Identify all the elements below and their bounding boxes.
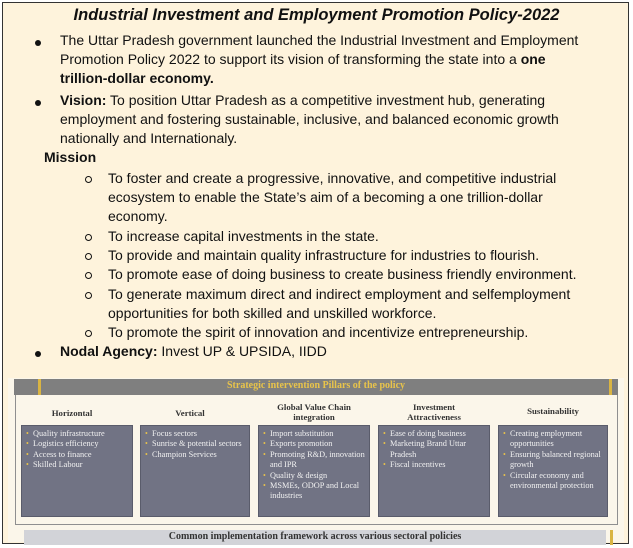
pillar-item: • Ensuring balanced regional growth	[503, 450, 604, 471]
mission-item-1-line-1: To foster and create a progressive, innovative, and competitive industrial	[108, 170, 557, 186]
implementation-framework-bar	[24, 530, 606, 545]
implementation-framework-text: Common implementation framework across various sectoral policies	[168, 531, 462, 542]
mission-bullet	[85, 234, 92, 241]
page-title: Industrial Investment and Employment Promotion Policy-2022	[73, 6, 560, 24]
pillar-box-investment	[378, 425, 490, 517]
column-heading-vertical: Vertical	[175, 408, 205, 418]
mission-item-1-line-2: ecosystem to enable the State’s aim of a becoming a one trillion-dollar	[108, 189, 543, 205]
mission-bullet	[85, 253, 92, 260]
pillar-item: • Import substitution	[263, 429, 366, 439]
pillar-item: • Access to finance	[26, 450, 129, 460]
pillar-item: • Logistics efficiency	[26, 439, 129, 449]
mission-bullet	[85, 272, 92, 279]
pillar-item: • Skilled Labour	[26, 460, 129, 470]
intro-line-2	[60, 50, 546, 69]
pillars-title: Strategic intervention Pillars of the policy	[226, 380, 406, 391]
frame-right-line	[617, 395, 618, 525]
nodal-label: Nodal Agency:	[60, 343, 158, 359]
vision-line-2: employment and fostering sustainable, inclusive, and balanced economic growth	[60, 111, 559, 127]
column-heading-horizontal: Horizontal	[51, 408, 93, 418]
bullet-dot	[35, 100, 41, 106]
pillar-box-sustainability	[498, 425, 608, 517]
column-heading-investment: Investment Attractiveness	[407, 402, 461, 422]
pillar-item: • Promoting R&D, innovation and IPR	[263, 450, 366, 471]
mission-heading: Mission	[44, 149, 97, 165]
intro-line-2-text: Promotion Policy 2022 to support its vision of transforming the state into a	[60, 51, 521, 67]
gold-marker	[609, 379, 612, 395]
intro-line-1: The Uttar Pradesh government launched the Industrial Investment and Employment	[60, 32, 579, 48]
pillar-box-vertical	[140, 425, 250, 517]
pillar-item: • Marketing Brand Uttar Pradesh	[383, 439, 486, 460]
mission-item-5-line-1: To generate maximum direct and indirect employment and selfemployment	[108, 286, 571, 302]
pillar-box-gvc	[258, 425, 370, 517]
pillar-item: • Quality infrastructure	[26, 429, 129, 439]
mission-item-3: To provide and maintain quality infrastructure for industries to flourish.	[108, 247, 540, 263]
pillar-item: • Quality & design	[263, 471, 366, 481]
frame-bottom-line	[15, 524, 618, 525]
intro-line-3: trillion-dollar economy.	[60, 70, 214, 86]
bullet-dot	[35, 40, 41, 46]
mission-item-5-line-2: opportunities for both skilled and unskilled workforce.	[108, 305, 437, 321]
mission-item-1-line-3: economy.	[108, 208, 168, 224]
nodal-value: Invest UP & UPSIDA, IIDD	[157, 343, 327, 359]
pillar-item: • MSMEs, ODOP and Local industries	[263, 481, 366, 502]
column-heading-sustainability: Sustainability	[527, 406, 579, 416]
mission-item-6: To promote the spirit of innovation and incentivize entrepreneurship.	[108, 324, 529, 340]
vision-label: Vision:	[60, 92, 107, 108]
mission-bullet	[85, 330, 92, 337]
frame-left-line	[15, 395, 16, 525]
pillar-item: • Exports promotion	[263, 439, 366, 449]
intro-emphasis: one	[520, 51, 546, 67]
pillar-item: • Creating employment opportunities	[503, 429, 604, 450]
vision-text: To position Uttar Pradesh as a competitive investment hub, generating	[106, 92, 546, 108]
vision-line-3: nationally and Internationaly.	[60, 130, 238, 146]
mission-bullet	[85, 292, 92, 299]
column-heading-gvc: Global Value Chain integration	[277, 402, 351, 422]
pillar-item: • Fiscal incentives	[383, 460, 486, 470]
pillar-item: • Champion Services	[145, 450, 246, 460]
gold-marker	[38, 379, 41, 395]
pillar-item: • Circular economy and environmental protection	[503, 471, 604, 492]
bullet-dot	[35, 351, 41, 357]
mission-item-2: To increase capital investments in the state.	[108, 228, 379, 244]
nodal-agency-line	[60, 342, 327, 361]
mission-item-4: To promote ease of doing business to create business friendly environment.	[108, 266, 577, 282]
pillar-item: • Focus sectors	[145, 429, 246, 439]
vision-line-1	[60, 91, 545, 110]
pillar-item: • Sunrise & potential sectors	[145, 439, 246, 449]
pillars-title-bar	[14, 379, 618, 395]
pillar-box-horizontal	[21, 425, 133, 517]
gold-marker	[610, 530, 613, 545]
pillar-item: • Ease of doing business	[383, 429, 486, 439]
mission-bullet	[85, 176, 92, 183]
